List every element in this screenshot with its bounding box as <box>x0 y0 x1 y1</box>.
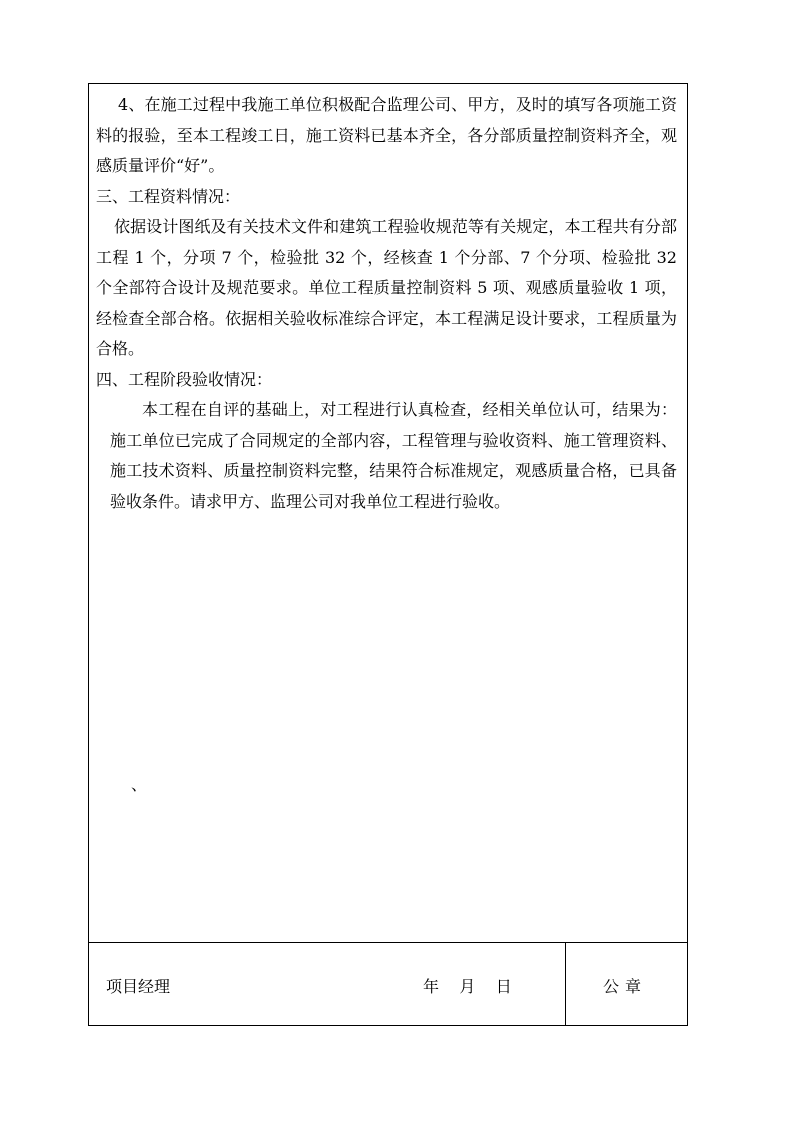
paragraph-item-4: 4、在施工过程中我施工单位积极配合监理公司、甲方，及时的填写各项施工资料的报验，至本工程竣工日，施工资料已基本齐全，各分部质量控制资料齐全，观感质量评价“好”。 <box>96 95 677 175</box>
section-heading-materials: 三、工程资料情况： <box>96 186 241 206</box>
section-heading-acceptance: 四、工程阶段验收情况： <box>96 369 273 389</box>
form-frame <box>88 83 688 1026</box>
column-divider <box>565 943 566 1025</box>
paragraph-materials: 依据设计图纸及有关技术文件和建筑工程验收规范等有关规定，本工程共有分部工程 1 个，分项 7 个，检验批 32 个，经核查 1 个分部、7 个分项、检验批 32 个全部符合设计及规范要求。单位工程质量控制资料 5 项、观感质量验收 1 项，经检查全部合格。依据相关验收标准综合评定，本工程满足设计要求，工程质量为合格。 <box>96 217 677 358</box>
paragraph-acceptance: 本工程在自评的基础上，对工程进行认真检查，经相关单位认可，结果为：施工单位已完成了合同规定的全部内容，工程管理与验收资料、施工管理资料、施工技术资料、质量控制资料完整，结果符合标准规定，观感质量合格，已具备验收条件。请求甲方、监理公司对我单位工程进行验收。 <box>110 400 677 511</box>
project-manager-label: 项目经理 <box>106 977 171 996</box>
signature-row <box>89 942 687 1025</box>
seal-label: 公章 <box>603 977 648 996</box>
content-area <box>89 84 687 942</box>
stray-mark: 、 <box>131 775 148 794</box>
date-label: 年 月 日 <box>423 977 512 996</box>
